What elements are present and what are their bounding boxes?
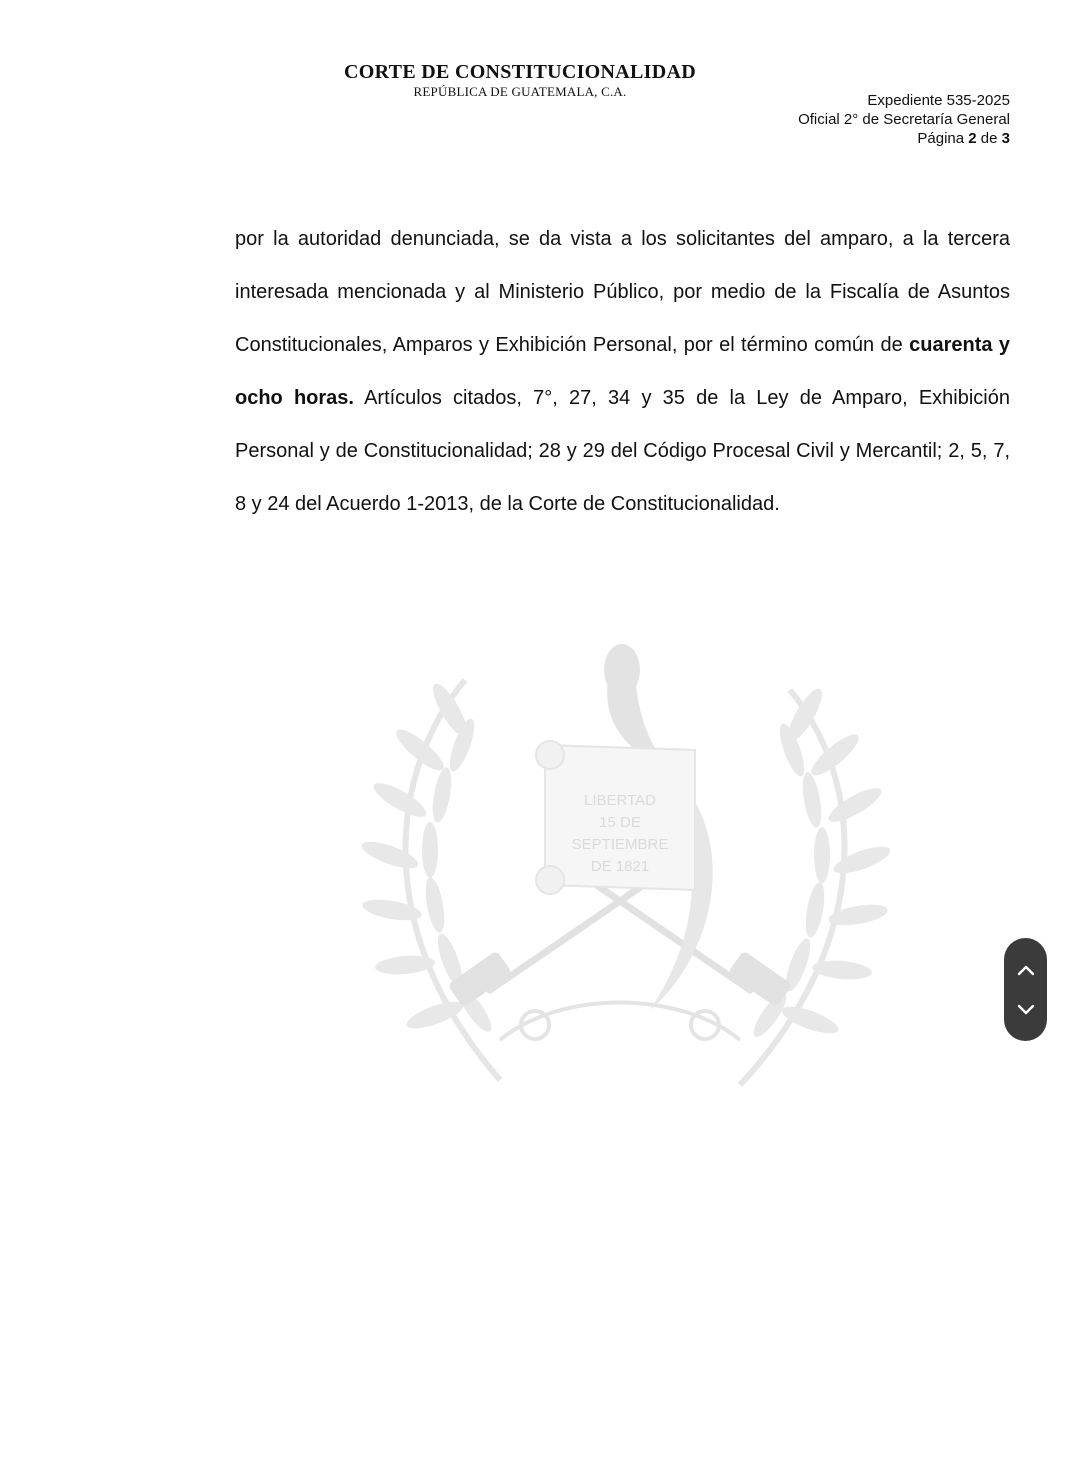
oficial-label: Oficial 2° de Secretaría General [798,111,1010,128]
next-page-button[interactable] [1008,995,1044,1025]
page-navigation-control [1004,938,1047,1041]
page-current: 2 [968,130,977,147]
chevron-up-icon [1016,963,1036,977]
page-total: 3 [1001,130,1010,147]
paragraph-text-end: Artículos citados, 7°, 27, 34 y 35 de la Ley de Amparo, Exhibición Personal y de Constitucionalidad; 28 y 29 del Código Procesal Civil y Mercantil; 2, 5, 7, 8 y 24 del Acuerdo 1-2013, de la Corte de Constitucionalidad. [235,387,1010,515]
scroll-line-1: LIBERTAD [584,792,656,809]
case-info [798,91,1010,148]
paragraph-bold-term: cuarenta y ocho horas. [235,334,1010,409]
chevron-down-icon [1016,1003,1036,1017]
republic-name: REPÚBLICA DE GUATEMALA, C.A. [413,84,627,99]
guatemala-coat-of-arms-icon [350,630,890,1110]
scroll-line-4: DE 1821 [590,858,650,875]
page-prefix: Página [917,130,965,147]
court-header [300,60,740,100]
previous-page-button[interactable] [1008,955,1044,985]
page-connector: de [980,130,998,147]
resolution-paragraph [235,213,1010,531]
scroll-line-2: 15 DE [599,814,641,831]
expediente-number: Expediente 535-2025 [867,92,1010,109]
paragraph-text-start: por la autoridad denunciada, se da vista a los solicitantes del amparo, a la tercera interesada mencionada y al Ministerio Público, por medio de la Fiscalía de Asuntos Constitucionales, Amparos y Exhibición Personal, por el término común de [235,228,1010,356]
court-name: CORTE DE CONSTITUCIONALIDAD [344,61,696,83]
page-indicator [798,129,1010,148]
scroll-line-3: SEPTIEMBRE [571,836,669,853]
